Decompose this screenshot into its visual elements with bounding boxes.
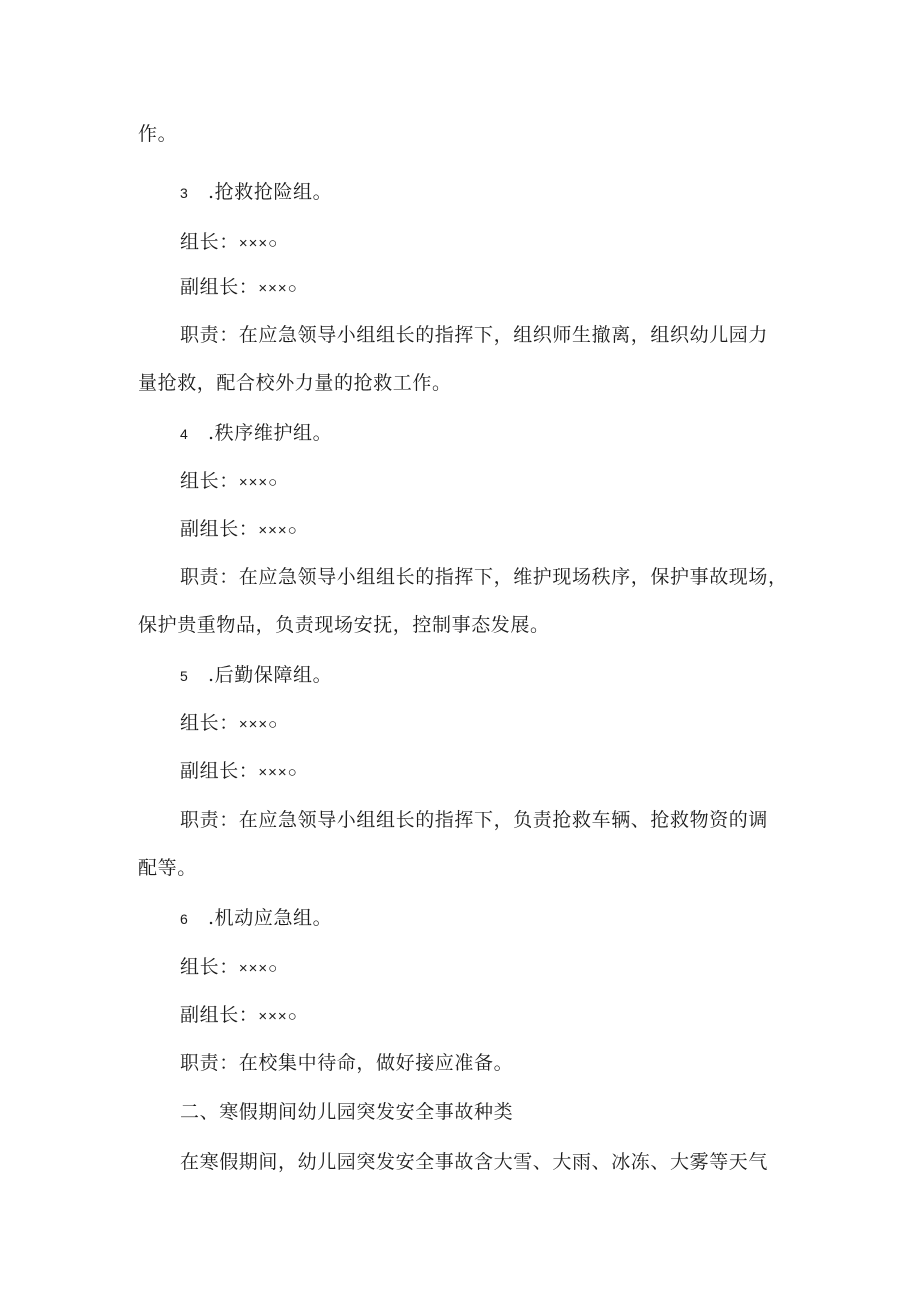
heading-text: .秩序维护组。 — [208, 422, 333, 444]
name-placeholder: ×××○ — [238, 960, 279, 977]
duty-line: 职责：在应急领导小组组长的指挥下，负责抢救车辆、抢救物资的调 — [180, 809, 769, 831]
deputy-leader-line: 副组长：×××○ — [180, 760, 298, 782]
duty-line: 职责：在应急领导小组组长的指挥下，维护现场秩序，保护事故现场， — [180, 566, 788, 588]
leader-line: 组长：×××○ — [180, 956, 279, 978]
duty-line-continued: 量抢救，配合校外力量的抢救工作。 — [138, 372, 452, 394]
duty-line: 职责：在校集中待命，做好接应准备。 — [180, 1052, 514, 1074]
section-heading-mobile — [180, 905, 332, 932]
list-number: 5 — [180, 668, 188, 684]
leader-line: 组长：×××○ — [180, 470, 279, 492]
heading-text: .抢救抢险组。 — [208, 181, 333, 203]
section-heading-order — [180, 420, 332, 447]
deputy-leader-line: 副组长：×××○ — [180, 276, 298, 298]
deputy-leader-line: 副组长：×××○ — [180, 1004, 298, 1026]
name-placeholder: ×××○ — [258, 1008, 298, 1025]
list-number: 4 — [180, 426, 188, 442]
chapter-heading: 二、寒假期间幼儿园突发安全事故种类 — [180, 1101, 514, 1123]
name-placeholder: ×××○ — [238, 474, 279, 491]
deputy-leader-line: 副组长：×××○ — [180, 518, 298, 540]
name-placeholder: ×××○ — [258, 522, 298, 539]
list-number: 3 — [180, 185, 188, 201]
heading-text: .后勤保障组。 — [208, 664, 333, 686]
leader-line: 组长：×××○ — [180, 231, 279, 253]
section-heading-rescue — [180, 179, 332, 206]
name-placeholder: ×××○ — [238, 716, 279, 733]
duty-line-continued: 保护贵重物品，负责现场安抚，控制事态发展。 — [138, 614, 550, 636]
leader-line: 组长：×××○ — [180, 712, 279, 734]
paragraph-continuation: 作。 — [138, 123, 178, 145]
duty-line-continued: 配等。 — [138, 857, 197, 879]
body-paragraph: 在寒假期间，幼儿园突发安全事故含大雪、大雨、冰冻、大雾等天气 — [180, 1151, 769, 1173]
list-number: 6 — [180, 911, 188, 927]
duty-line: 职责：在应急领导小组组长的指挥下，组织师生撤离，组织幼儿园力 — [180, 324, 769, 346]
section-heading-logistics — [180, 662, 332, 689]
name-placeholder: ×××○ — [238, 235, 279, 252]
name-placeholder: ×××○ — [258, 764, 298, 781]
heading-text: .机动应急组。 — [208, 907, 333, 929]
name-placeholder: ×××○ — [258, 280, 298, 297]
